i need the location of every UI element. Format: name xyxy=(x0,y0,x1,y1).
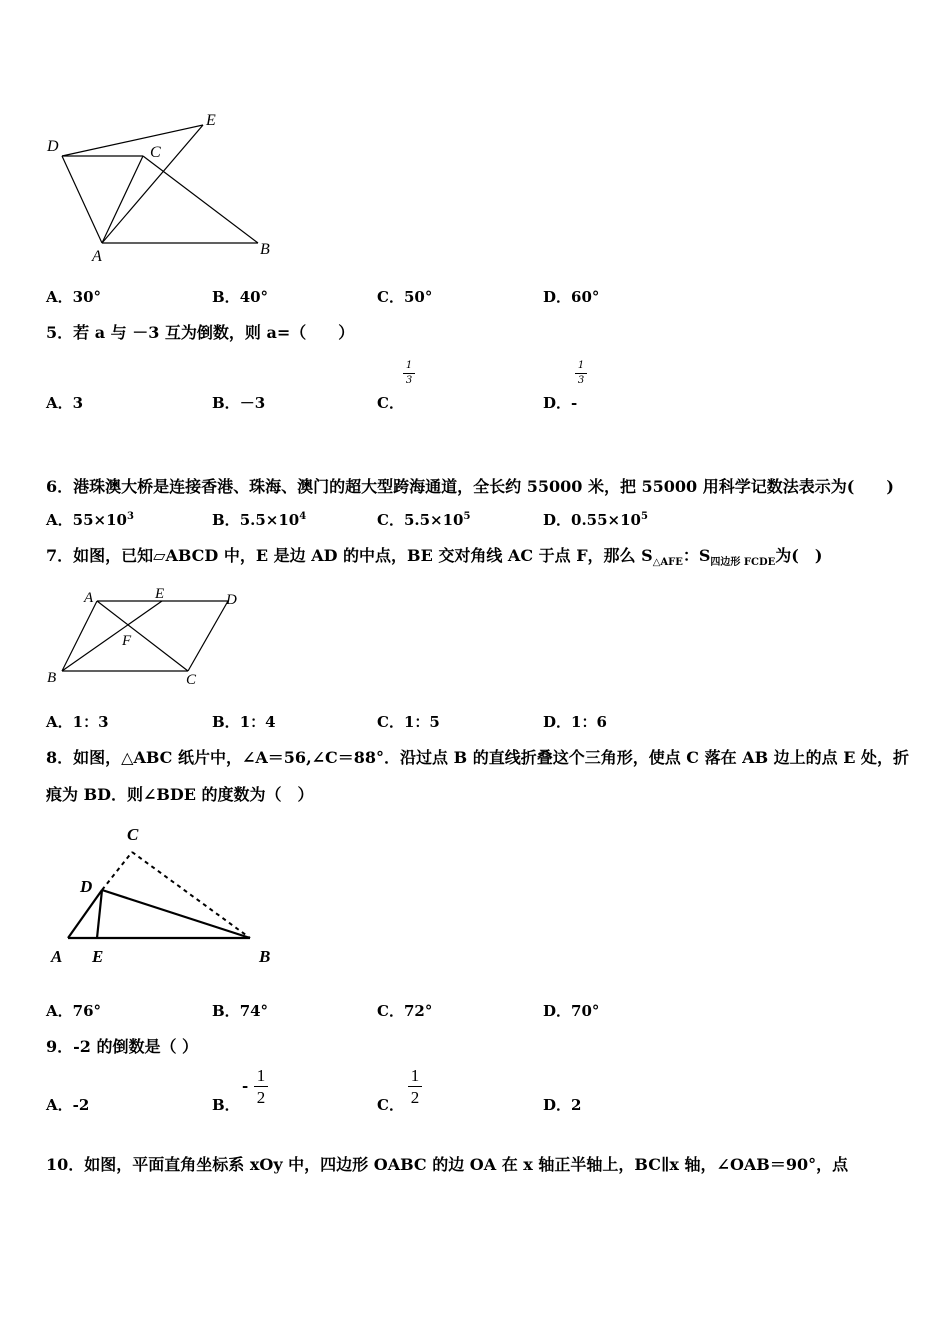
q4-seg-CB xyxy=(143,156,258,243)
q4-seg-DA xyxy=(62,156,102,243)
q4-option-d[interactable]: D．60° xyxy=(543,288,600,306)
q8-label-C: C xyxy=(127,825,139,844)
q6-option-a[interactable]: A．$55\times 10^3$ xyxy=(46,511,134,529)
q7-seg-AC xyxy=(97,601,188,671)
q7-figure xyxy=(40,584,250,690)
q5-option-c-fraction: 1 3 xyxy=(403,361,415,386)
q9-option-c-fraction: 1 2 xyxy=(408,1067,422,1106)
q8-option-a[interactable]: A．76° xyxy=(46,1002,102,1020)
q5-option-d[interactable]: D．- xyxy=(543,394,578,412)
q8-seg-CB xyxy=(132,852,250,938)
q9-text: 9．-2 的倒数是（ ） xyxy=(46,1037,199,1056)
q6-text: 6．港珠澳大桥是连接香港、珠海、澳门的超大型跨海通道，全长约 55000 米，把 55000 用科学记数法表示为( ) xyxy=(46,477,894,496)
q7-label-A: A xyxy=(84,590,94,606)
q8-seg-DC xyxy=(102,852,132,890)
q8-seg-DB xyxy=(102,890,250,938)
q8-text-line2: 痕为 BD．则∠BDE 的度数为（ ） xyxy=(46,785,314,804)
q7-seg-DC xyxy=(188,601,228,671)
q9-option-d[interactable]: D．2 xyxy=(543,1096,582,1114)
q4-seg-CA xyxy=(102,156,143,243)
q4-label-B: B xyxy=(260,241,270,258)
q4-label-E: E xyxy=(206,112,216,129)
q7-option-c[interactable]: C．1：5 xyxy=(377,713,440,731)
q9-option-a[interactable]: A．-2 xyxy=(46,1096,90,1114)
q7-label-C: C xyxy=(186,672,197,688)
q7-text: 7．如图，已知▱ABCD 中，E 是边 AD 的中点，BE 交对角线 AC 于点 F，那么 $S_{\triangle AFE}$：$S_{四边形 FCDE}$为( ) xyxy=(46,546,823,569)
q9-option-b-prefix: - xyxy=(242,1077,249,1095)
q4-option-a[interactable]: A．30° xyxy=(46,288,102,306)
q8-label-E: E xyxy=(92,947,104,966)
q8-label-D: D xyxy=(80,877,93,896)
q5-option-b[interactable]: B．－3 xyxy=(212,394,266,412)
q7-seg-BE xyxy=(62,601,162,671)
q4-option-b[interactable]: B．40° xyxy=(212,288,269,306)
q7-label-B: B xyxy=(47,670,57,686)
q8-text-line1: 8．如图，△ABC 纸片中，∠A＝56,∠C＝88°．沿过点 B 的直线折叠这个三角形，使点 C 落在 AB 边上的点 E 处，折 xyxy=(46,748,909,767)
q5-option-d-fraction: 1 3 xyxy=(575,361,587,386)
q4-label-A: A xyxy=(92,248,102,265)
q7-label-D: D xyxy=(226,592,237,608)
q5-text: 5．若 a 与 －3 互为倒数，则 a=（ ） xyxy=(46,323,355,342)
q4-figure xyxy=(40,108,280,268)
q8-figure xyxy=(40,820,280,970)
q7-label-E: E xyxy=(155,586,165,602)
q6-option-d[interactable]: D．$0.55\times 10^5$ xyxy=(543,511,648,529)
q5-option-c[interactable]: C． xyxy=(377,394,404,412)
q8-option-b[interactable]: B．74° xyxy=(212,1002,269,1020)
q8-label-B: B xyxy=(259,947,271,966)
q4-seg-DE xyxy=(62,125,203,156)
q9-option-b-fraction: 1 2 xyxy=(254,1067,268,1106)
q6-option-c[interactable]: C．$5.5\times 10^5$ xyxy=(377,511,471,529)
q4-option-c[interactable]: C．50° xyxy=(377,288,433,306)
q7-option-d[interactable]: D．1：6 xyxy=(543,713,607,731)
q7-label-F: F xyxy=(122,633,132,649)
q5-option-a[interactable]: A．3 xyxy=(46,394,84,412)
q8-option-d[interactable]: D．70° xyxy=(543,1002,600,1020)
q4-seg-AE xyxy=(102,125,203,243)
q8-option-c[interactable]: C．72° xyxy=(377,1002,433,1020)
q7-option-a[interactable]: A．1：3 xyxy=(46,713,109,731)
q9-option-b[interactable]: B． xyxy=(212,1096,240,1114)
q9-option-c[interactable]: C． xyxy=(377,1096,404,1114)
q4-label-D: D xyxy=(47,138,59,155)
q6-option-b[interactable]: B．$5.5\times 10^4$ xyxy=(212,511,307,529)
q7-seg-BA xyxy=(62,601,97,671)
q7-option-b[interactable]: B．1：4 xyxy=(212,713,276,731)
q8-label-A: A xyxy=(51,947,63,966)
q4-label-C: C xyxy=(150,144,161,161)
q10-text: 10．如图，平面直角坐标系 xOy 中，四边形 OABC 的边 OA 在 x 轴正半轴上，BC∥x 轴，∠OAB＝90°，点 xyxy=(46,1155,849,1174)
